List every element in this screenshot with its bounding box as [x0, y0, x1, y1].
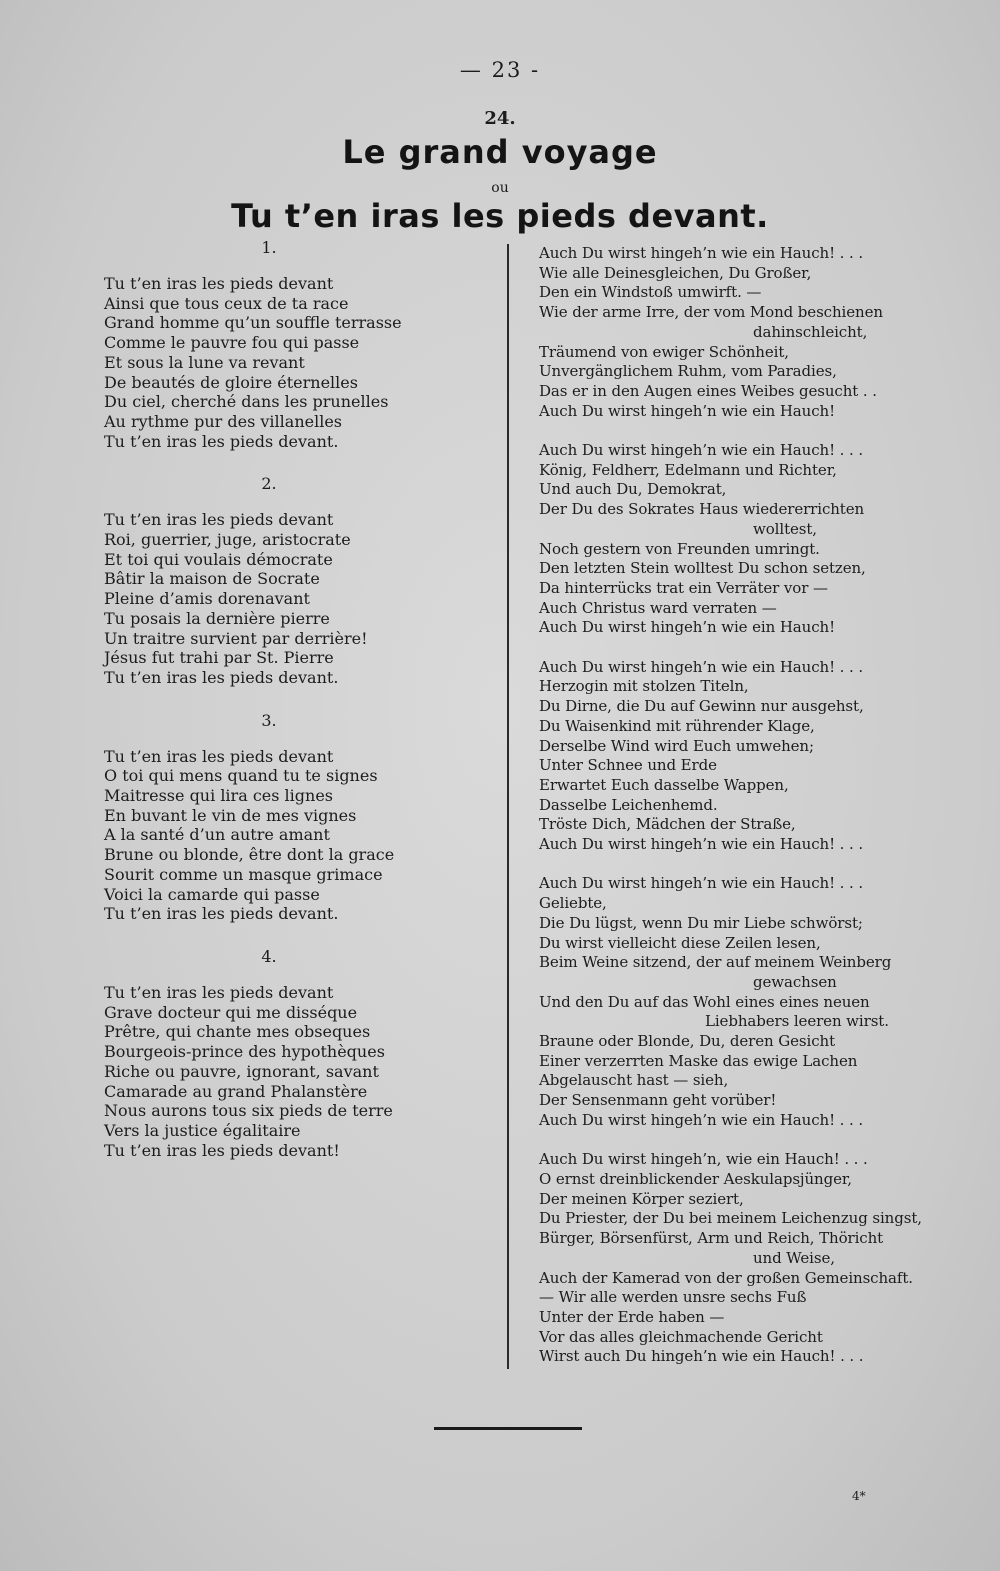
- verse-line: Auch Du wirst hingeh’n wie ein Hauch! . . .: [539, 835, 864, 854]
- verse-line: Grave docteur qui me disséque: [104, 1002, 358, 1022]
- verse-line: Beim Weine sitzend, der auf meinem Weinberg: [539, 953, 892, 972]
- verse-line: Da hinterrücks trat ein Verräter vor —: [539, 578, 828, 597]
- french-stanza: [104, 711, 484, 924]
- verse-line: Auch Du wirst hingeh’n wie ein Hauch! . . .: [539, 874, 864, 893]
- verse-line: O ernst dreinblickender Aeskulapsjünger,: [539, 1169, 852, 1188]
- verse-line: Du Dirne, die Du auf Gewinn nur ausgehst,: [539, 697, 864, 716]
- verse-line: Dasselbe Leichenhemd.: [539, 795, 718, 814]
- verse-line: Auch der Kamerad von der großen Gemeinschaft.: [539, 1268, 913, 1287]
- verse-line: Träumend von ewiger Schönheit,: [539, 342, 789, 361]
- verse-line: — Wir alle werden unsre sechs Fuß: [539, 1288, 807, 1307]
- verse-line: Den ein Windstoß umwirft. —: [539, 283, 762, 302]
- verse-line: Noch gestern von Freunden umringt.: [539, 539, 820, 558]
- verse-line: Camarade au grand Phalanstère: [104, 1081, 368, 1101]
- verse-line: gewachsen: [753, 972, 837, 991]
- verse-line: Tu t’en iras les pieds devant!: [104, 1140, 340, 1160]
- verse-line: Nous aurons tous six pieds de terre: [104, 1101, 393, 1121]
- french-stanza: [104, 474, 484, 687]
- french-stanza: [104, 947, 484, 1160]
- verse-line: Et toi qui voulais démocrate: [104, 549, 333, 569]
- verse-line: Tu t’en iras les pieds devant: [104, 746, 334, 766]
- verse-line: Der Sensenmann geht vorüber!: [539, 1091, 777, 1110]
- german-text-column: [539, 244, 979, 1387]
- verse-line: Das er in den Augen eines Weibes gesucht . .: [539, 381, 877, 400]
- verse-line: Auch Du wirst hingeh’n wie ein Hauch! . . .: [539, 244, 864, 262]
- verse-line: Abgelauscht hast — sieh,: [539, 1071, 729, 1090]
- french-text-column: [104, 238, 484, 1183]
- verse-line: O toi qui mens quand tu te signes: [104, 766, 378, 786]
- verse-line: Unvergänglichem Ruhm, vom Paradies,: [539, 362, 837, 381]
- verse-line: Brune ou blonde, être dont la grace: [104, 845, 395, 865]
- verse-line: Grand homme qu’un souffle terrasse: [104, 313, 402, 333]
- title-connector: ou: [491, 180, 509, 196]
- verse-line: Auch Du wirst hingeh’n wie ein Hauch! . . .: [539, 441, 864, 460]
- verse-line: Tu t’en iras les pieds devant: [104, 982, 334, 1002]
- verse-line: Und den Du auf das Wohl eines eines neuen: [539, 992, 870, 1011]
- verse-line: Un traitre survient par derrière!: [104, 628, 368, 648]
- verse-line: Maitresse qui lira ces lignes: [104, 786, 334, 806]
- verse-line: Auch Du wirst hingeh’n wie ein Hauch!: [539, 401, 835, 420]
- german-stanza: [539, 874, 979, 1130]
- verse-line: Herzogin mit stolzen Titeln,: [539, 677, 749, 696]
- verse-line: Geliebte,: [539, 894, 607, 913]
- german-stanza: [539, 441, 979, 638]
- verse-line: Einer verzerrten Maske das ewige Lachen: [539, 1051, 858, 1070]
- verse-line: Tu t’en iras les pieds devant: [104, 274, 334, 293]
- verse-line: Den letzten Stein wolltest Du schon setzen,: [539, 559, 866, 578]
- verse-line: Tu posais la dernière pierre: [104, 608, 330, 628]
- verse-line: Du ciel, cherché dans les prunelles: [104, 392, 389, 412]
- verse-line: Du wirst vielleicht diese Zeilen lesen,: [539, 933, 821, 952]
- verse-line: Roi, guerrier, juge, aristocrate: [104, 530, 351, 550]
- verse-line: Der Du des Sokrates Haus wiedererrichten: [539, 500, 865, 519]
- verse-line: Tu t’en iras les pieds devant: [104, 510, 334, 530]
- verse-line: Die Du lügst, wenn Du mir Liebe schwörst;: [539, 913, 863, 932]
- verse-line: Tu t’en iras les pieds devant.: [104, 431, 339, 451]
- stanza-number: 2.: [261, 474, 277, 494]
- verse-line: Und auch Du, Demokrat,: [539, 480, 727, 499]
- stanza-number: 4.: [261, 946, 277, 966]
- verse-line: Liebhabers leeren wirst.: [705, 1012, 889, 1031]
- verse-line: En buvant le vin de mes vignes: [104, 805, 357, 825]
- verse-line: Tu t’en iras les pieds devant.: [104, 904, 339, 924]
- verse-line: Unter Schnee und Erde: [539, 756, 717, 775]
- end-rule: [434, 1427, 582, 1430]
- verse-line: Unter der Erde haben —: [539, 1307, 725, 1326]
- poem-number: 24.: [484, 108, 516, 129]
- german-stanza: [539, 244, 979, 421]
- verse-line: Du Priester, der Du bei meinem Leichenzug singst,: [539, 1209, 922, 1228]
- verse-line: Riche ou pauvre, ignorant, savant: [104, 1061, 379, 1081]
- verse-line: Bâtir la maison de Socrate: [104, 569, 320, 589]
- verse-line: De beautés de gloire éternelles: [104, 372, 358, 392]
- verse-line: Prêtre, qui chante mes obseques: [104, 1022, 371, 1042]
- verse-line: A la santé d’un autre amant: [104, 825, 330, 845]
- verse-line: Pleine d’amis dorenavant: [104, 589, 310, 609]
- verse-line: Erwartet Euch dasselbe Wappen,: [539, 775, 789, 794]
- german-stanza: [539, 1150, 979, 1367]
- stanza-number: 3.: [261, 710, 277, 730]
- verse-line: Bourgeois-prince des hypothèques: [104, 1042, 385, 1062]
- verse-line: Au rythme pur des villanelles: [104, 411, 342, 431]
- verse-line: Du Waisenkind mit rührender Klage,: [539, 716, 815, 735]
- signature-mark: 4*: [852, 1489, 866, 1503]
- verse-line: Auch Du wirst hingeh’n wie ein Hauch! . . .: [539, 657, 864, 676]
- verse-line: wolltest,: [753, 519, 817, 538]
- verse-line: Jésus fut trahi par St. Pierre: [104, 648, 334, 668]
- verse-line: Et sous la lune va revant: [104, 352, 305, 372]
- verse-line: Braune oder Blonde, Du, deren Gesicht: [539, 1032, 836, 1051]
- verse-line: Tu t’en iras les pieds devant.: [104, 667, 339, 687]
- verse-line: und Weise,: [753, 1248, 835, 1267]
- verse-line: Sourit comme un masque grimace: [104, 864, 383, 884]
- verse-line: Bürger, Börsenfürst, Arm und Reich, Thöricht: [539, 1229, 884, 1248]
- poem-subtitle: Tu t’en iras les pieds devant.: [231, 197, 769, 235]
- verse-line: Voici la camarde qui passe: [104, 884, 320, 904]
- column-divider: [507, 244, 509, 1369]
- verse-line: Wie der arme Irre, der vom Mond beschienen: [539, 303, 883, 322]
- verse-line: Vor das alles gleichmachende Gericht: [539, 1327, 823, 1346]
- page-number: — 23 -: [459, 58, 541, 82]
- verse-line: Comme le pauvre fou qui passe: [104, 333, 360, 353]
- french-stanza: [104, 238, 484, 451]
- verse-line: dahinschleicht,: [753, 322, 868, 341]
- verse-line: Ainsi que tous ceux de ta race: [104, 293, 349, 313]
- verse-line: Auch Du wirst hingeh’n, wie ein Hauch! . . .: [539, 1150, 868, 1169]
- verse-line: Derselbe Wind wird Euch umwehen;: [539, 736, 814, 755]
- poem-title: Le grand voyage: [342, 133, 658, 171]
- verse-line: Auch Du wirst hingeh’n wie ein Hauch!: [539, 618, 835, 637]
- verse-line: Auch Christus ward verraten —: [539, 598, 777, 617]
- verse-line: Auch Du wirst hingeh’n wie ein Hauch! . . .: [539, 1110, 864, 1129]
- verse-line: Vers la justice égalitaire: [104, 1120, 301, 1140]
- verse-line: Der meinen Körper seziert,: [539, 1189, 744, 1208]
- verse-line: Wirst auch Du hingeh’n wie ein Hauch! . . .: [539, 1347, 864, 1366]
- german-stanza: [539, 658, 979, 855]
- stanza-number: 1.: [261, 238, 277, 257]
- verse-line: Wie alle Deinesgleichen, Du Großer,: [539, 263, 812, 282]
- verse-line: König, Feldherr, Edelmann und Richter,: [539, 460, 837, 479]
- verse-line: Tröste Dich, Mädchen der Straße,: [539, 815, 796, 834]
